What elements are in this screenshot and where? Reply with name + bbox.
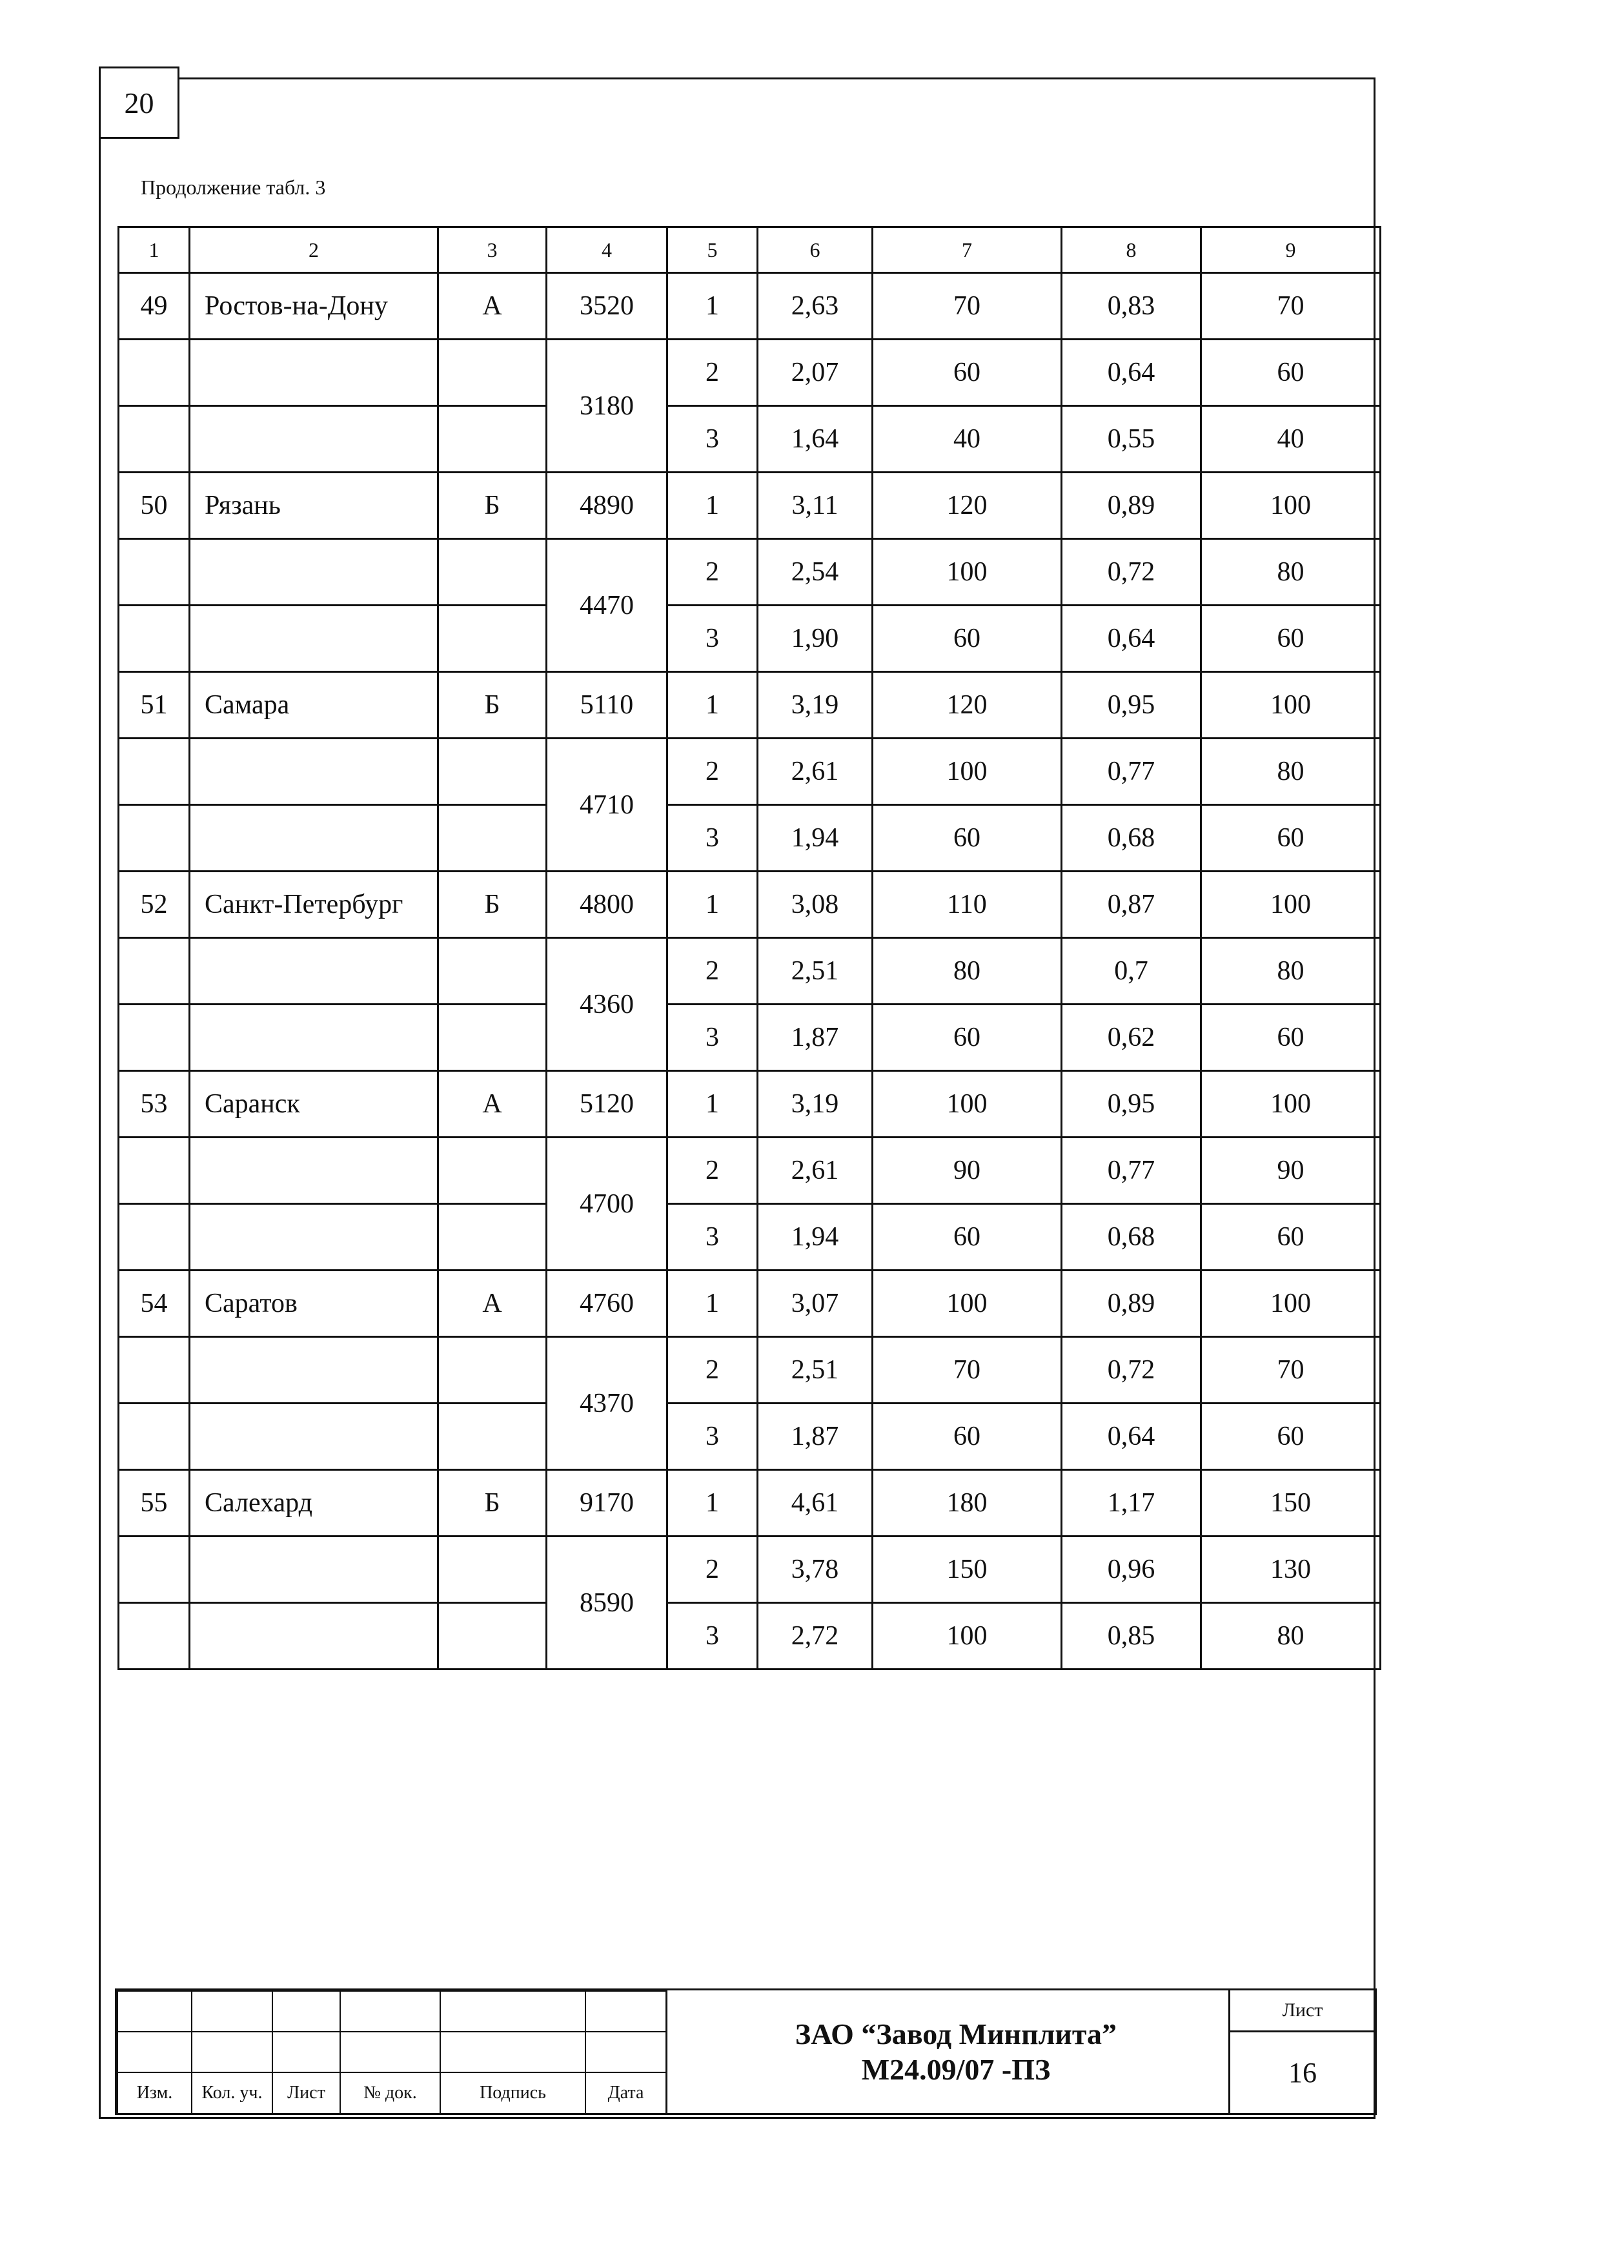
data-cell: 0,89 bbox=[1062, 1271, 1201, 1337]
city-name: Саратов bbox=[190, 1271, 438, 1337]
data-cell: 2,61 bbox=[758, 1138, 873, 1204]
data-cell: 70 bbox=[1201, 1337, 1381, 1404]
table-row bbox=[119, 672, 1381, 739]
data-cell: 2,63 bbox=[758, 273, 873, 340]
empty-cell bbox=[438, 1337, 547, 1404]
data-cell: 60 bbox=[1201, 805, 1381, 872]
data-cell: 70 bbox=[1201, 273, 1381, 340]
data-cell: 110 bbox=[873, 872, 1062, 938]
value-secondary: 4710 bbox=[547, 739, 667, 872]
data-cell: 2,72 bbox=[758, 1603, 873, 1670]
empty-cell bbox=[119, 1404, 190, 1470]
table-row bbox=[119, 739, 1381, 805]
table-row bbox=[119, 273, 1381, 340]
data-cell: 150 bbox=[873, 1537, 1062, 1603]
data-cell: 0,68 bbox=[1062, 1204, 1201, 1271]
data-cell: 180 bbox=[873, 1470, 1062, 1537]
table-row bbox=[119, 473, 1381, 539]
empty-cell bbox=[190, 1204, 438, 1271]
data-cell: 4,61 bbox=[758, 1470, 873, 1537]
data-cell: 80 bbox=[1201, 739, 1381, 805]
data-cell: 2,51 bbox=[758, 938, 873, 1005]
stamp-label: Кол. уч. bbox=[192, 2072, 272, 2114]
empty-cell bbox=[190, 539, 438, 606]
empty-cell bbox=[190, 406, 438, 473]
table-row bbox=[119, 340, 1381, 406]
value-primary: 4760 bbox=[547, 1271, 667, 1337]
empty-cell bbox=[190, 1005, 438, 1071]
value-secondary: 4470 bbox=[547, 539, 667, 672]
empty-cell bbox=[438, 1404, 547, 1470]
empty-cell bbox=[190, 1537, 438, 1603]
header-cell: 2 bbox=[190, 227, 438, 273]
data-cell: 60 bbox=[1201, 340, 1381, 406]
data-cell: 0,83 bbox=[1062, 273, 1201, 340]
empty-cell bbox=[119, 1537, 190, 1603]
row-number: 52 bbox=[119, 872, 190, 938]
table-row bbox=[119, 1404, 1381, 1470]
data-cell: 100 bbox=[873, 1271, 1062, 1337]
document-title bbox=[678, 1990, 1233, 2113]
data-cell: 120 bbox=[873, 473, 1062, 539]
row-number: 51 bbox=[119, 672, 190, 739]
data-cell: 60 bbox=[873, 1404, 1062, 1470]
data-cell: 90 bbox=[873, 1138, 1062, 1204]
data-cell: 100 bbox=[1201, 1071, 1381, 1138]
data-cell: 1 bbox=[667, 1470, 758, 1537]
empty-cell bbox=[438, 1603, 547, 1670]
city-name: Самара bbox=[190, 672, 438, 739]
empty-cell bbox=[190, 938, 438, 1005]
header-cell: 8 bbox=[1062, 227, 1201, 273]
empty-cell bbox=[119, 539, 190, 606]
empty-cell bbox=[438, 805, 547, 872]
data-cell: 0,64 bbox=[1062, 606, 1201, 672]
empty-cell bbox=[438, 739, 547, 805]
value-primary: 3520 bbox=[547, 273, 667, 340]
data-cell: 2,54 bbox=[758, 539, 873, 606]
header-cell: 4 bbox=[547, 227, 667, 273]
header-cell: 7 bbox=[873, 227, 1062, 273]
empty-cell bbox=[119, 406, 190, 473]
data-cell: 1,87 bbox=[758, 1404, 873, 1470]
data-cell: 60 bbox=[1201, 1005, 1381, 1071]
data-cell: 1,90 bbox=[758, 606, 873, 672]
sheet-number: 16 bbox=[1288, 2056, 1317, 2089]
data-cell: 60 bbox=[873, 1204, 1062, 1271]
data-cell: 3,11 bbox=[758, 473, 873, 539]
data-cell: 1 bbox=[667, 672, 758, 739]
empty-cell bbox=[190, 606, 438, 672]
empty-cell bbox=[438, 1537, 547, 1603]
empty-cell bbox=[119, 1603, 190, 1670]
company-name: ЗАО “Завод Минплита” bbox=[795, 2017, 1117, 2050]
data-cell: 100 bbox=[1201, 1271, 1381, 1337]
empty-cell bbox=[119, 1337, 190, 1404]
data-cell: 3 bbox=[667, 406, 758, 473]
sheet-label: Лист bbox=[1230, 1990, 1375, 2032]
data-cell: 0,77 bbox=[1062, 739, 1201, 805]
data-cell: 1,94 bbox=[758, 805, 873, 872]
data-cell: 2 bbox=[667, 938, 758, 1005]
city-name: Салехард bbox=[190, 1470, 438, 1537]
data-cell: 2 bbox=[667, 340, 758, 406]
empty-cell bbox=[438, 340, 547, 406]
data-cell: 2 bbox=[667, 1138, 758, 1204]
row-number: 53 bbox=[119, 1071, 190, 1138]
empty-cell bbox=[438, 1005, 547, 1071]
table-row bbox=[119, 1603, 1381, 1670]
data-cell: 1,94 bbox=[758, 1204, 873, 1271]
data-cell: 0,87 bbox=[1062, 872, 1201, 938]
table-row bbox=[119, 406, 1381, 473]
header-cell: 9 bbox=[1201, 227, 1381, 273]
empty-cell bbox=[190, 1337, 438, 1404]
data-cell: 80 bbox=[1201, 539, 1381, 606]
data-cell: 1,64 bbox=[758, 406, 873, 473]
data-cell: 90 bbox=[1201, 1138, 1381, 1204]
data-cell: 0,72 bbox=[1062, 1337, 1201, 1404]
empty-cell bbox=[119, 739, 190, 805]
stamp-label: Подпись bbox=[440, 2072, 585, 2114]
data-cell: 3 bbox=[667, 1204, 758, 1271]
table-row bbox=[119, 1337, 1381, 1404]
data-cell: 0,89 bbox=[1062, 473, 1201, 539]
data-cell: 3 bbox=[667, 1005, 758, 1071]
title-block bbox=[115, 1988, 1377, 2115]
city-name: Рязань bbox=[190, 473, 438, 539]
data-cell: 3,78 bbox=[758, 1537, 873, 1603]
city-name: Саранск bbox=[190, 1071, 438, 1138]
data-cell: 100 bbox=[1201, 473, 1381, 539]
table-row bbox=[119, 1204, 1381, 1271]
data-cell: 0,95 bbox=[1062, 672, 1201, 739]
value-secondary: 4360 bbox=[547, 938, 667, 1071]
row-number: 55 bbox=[119, 1470, 190, 1537]
row-number: 50 bbox=[119, 473, 190, 539]
category: Б bbox=[438, 872, 547, 938]
category: А bbox=[438, 273, 547, 340]
data-cell: 100 bbox=[873, 1603, 1062, 1670]
data-cell: 1 bbox=[667, 1071, 758, 1138]
data-cell: 60 bbox=[1201, 606, 1381, 672]
data-cell: 70 bbox=[873, 1337, 1062, 1404]
table-caption: Продолжение табл. 3 bbox=[141, 176, 326, 199]
empty-cell bbox=[190, 805, 438, 872]
empty-cell bbox=[119, 1204, 190, 1271]
header-cell: 3 bbox=[438, 227, 547, 273]
data-cell: 0,64 bbox=[1062, 340, 1201, 406]
data-cell: 60 bbox=[1201, 1204, 1381, 1271]
data-cell: 2 bbox=[667, 539, 758, 606]
data-cell: 2 bbox=[667, 739, 758, 805]
data-cell: 100 bbox=[1201, 872, 1381, 938]
data-cell: 100 bbox=[873, 1071, 1062, 1138]
category: Б bbox=[438, 672, 547, 739]
data-cell: 3,07 bbox=[758, 1271, 873, 1337]
data-cell: 100 bbox=[873, 739, 1062, 805]
data-cell: 80 bbox=[873, 938, 1062, 1005]
data-cell: 0,7 bbox=[1062, 938, 1201, 1005]
empty-cell bbox=[438, 938, 547, 1005]
data-cell: 80 bbox=[1201, 1603, 1381, 1670]
data-cell: 0,96 bbox=[1062, 1537, 1201, 1603]
data-cell: 60 bbox=[873, 606, 1062, 672]
table-row bbox=[119, 1271, 1381, 1337]
data-cell: 3,19 bbox=[758, 1071, 873, 1138]
data-cell: 0,55 bbox=[1062, 406, 1201, 473]
data-cell: 100 bbox=[1201, 672, 1381, 739]
data-cell: 70 bbox=[873, 273, 1062, 340]
city-name: Ростов-на-Дону bbox=[190, 273, 438, 340]
empty-cell bbox=[119, 938, 190, 1005]
data-cell: 0,64 bbox=[1062, 1404, 1201, 1470]
stamp-label: Лист bbox=[272, 2072, 340, 2114]
data-cell: 150 bbox=[1201, 1470, 1381, 1537]
table-row bbox=[119, 805, 1381, 872]
city-name: Санкт-Петербург bbox=[190, 872, 438, 938]
data-cell: 0,77 bbox=[1062, 1138, 1201, 1204]
header-row bbox=[119, 227, 1381, 273]
page-number-tab: 20 bbox=[99, 66, 179, 139]
data-cell: 1 bbox=[667, 273, 758, 340]
data-cell: 3 bbox=[667, 805, 758, 872]
category: Б bbox=[438, 1470, 547, 1537]
value-secondary: 8590 bbox=[547, 1537, 667, 1670]
row-number: 54 bbox=[119, 1271, 190, 1337]
row-number: 49 bbox=[119, 273, 190, 340]
table-row bbox=[119, 938, 1381, 1005]
category: А bbox=[438, 1071, 547, 1138]
data-cell: 0,85 bbox=[1062, 1603, 1201, 1670]
data-cell: 3 bbox=[667, 1404, 758, 1470]
empty-cell bbox=[190, 340, 438, 406]
data-cell: 80 bbox=[1201, 938, 1381, 1005]
empty-cell bbox=[438, 1138, 547, 1204]
header-cell: 1 bbox=[119, 227, 190, 273]
header-cell: 6 bbox=[758, 227, 873, 273]
empty-cell bbox=[438, 606, 547, 672]
empty-cell bbox=[119, 1138, 190, 1204]
value-secondary: 4700 bbox=[547, 1138, 667, 1271]
empty-cell bbox=[438, 1204, 547, 1271]
value-secondary: 4370 bbox=[547, 1337, 667, 1470]
empty-cell bbox=[119, 805, 190, 872]
table-row bbox=[119, 872, 1381, 938]
data-table bbox=[117, 226, 1381, 1670]
data-cell: 3,19 bbox=[758, 672, 873, 739]
document-code: М24.09/07 -ПЗ bbox=[861, 2053, 1051, 2086]
data-cell: 2 bbox=[667, 1537, 758, 1603]
data-cell: 3 bbox=[667, 606, 758, 672]
value-primary: 4800 bbox=[547, 872, 667, 938]
table-row bbox=[119, 606, 1381, 672]
value-primary: 5110 bbox=[547, 672, 667, 739]
sheet-box bbox=[1228, 1990, 1375, 2113]
data-cell: 0,62 bbox=[1062, 1005, 1201, 1071]
data-cell: 130 bbox=[1201, 1537, 1381, 1603]
category: А bbox=[438, 1271, 547, 1337]
stamp-label: № док. bbox=[340, 2072, 440, 2114]
value-primary: 9170 bbox=[547, 1470, 667, 1537]
data-cell: 1,87 bbox=[758, 1005, 873, 1071]
empty-cell bbox=[119, 606, 190, 672]
value-primary: 4890 bbox=[547, 473, 667, 539]
data-cell: 3,08 bbox=[758, 872, 873, 938]
revision-grid bbox=[117, 1990, 667, 2114]
data-cell: 1 bbox=[667, 872, 758, 938]
table-row bbox=[119, 1071, 1381, 1138]
header-cell: 5 bbox=[667, 227, 758, 273]
data-cell: 2,51 bbox=[758, 1337, 873, 1404]
data-cell: 40 bbox=[873, 406, 1062, 473]
stamp-label: Изм. bbox=[117, 2072, 192, 2114]
table-row bbox=[119, 1005, 1381, 1071]
empty-cell bbox=[190, 1138, 438, 1204]
table-row bbox=[119, 1470, 1381, 1537]
data-cell: 0,95 bbox=[1062, 1071, 1201, 1138]
empty-cell bbox=[190, 739, 438, 805]
empty-cell bbox=[119, 340, 190, 406]
data-cell: 60 bbox=[873, 340, 1062, 406]
data-cell: 3 bbox=[667, 1603, 758, 1670]
data-cell: 2,61 bbox=[758, 739, 873, 805]
value-secondary: 3180 bbox=[547, 340, 667, 473]
data-cell: 60 bbox=[1201, 1404, 1381, 1470]
data-cell: 0,72 bbox=[1062, 539, 1201, 606]
empty-cell bbox=[190, 1404, 438, 1470]
data-cell: 1,17 bbox=[1062, 1470, 1201, 1537]
stamp-label: Дата bbox=[585, 2072, 666, 2114]
data-cell: 2,07 bbox=[758, 340, 873, 406]
table-row bbox=[119, 539, 1381, 606]
data-cell: 60 bbox=[873, 805, 1062, 872]
data-cell: 0,68 bbox=[1062, 805, 1201, 872]
category: Б bbox=[438, 473, 547, 539]
value-primary: 5120 bbox=[547, 1071, 667, 1138]
data-cell: 2 bbox=[667, 1337, 758, 1404]
data-cell: 40 bbox=[1201, 406, 1381, 473]
table-row bbox=[119, 1537, 1381, 1603]
empty-cell bbox=[190, 1603, 438, 1670]
empty-cell bbox=[119, 1005, 190, 1071]
data-cell: 1 bbox=[667, 473, 758, 539]
data-cell: 60 bbox=[873, 1005, 1062, 1071]
empty-cell bbox=[438, 539, 547, 606]
data-cell: 1 bbox=[667, 1271, 758, 1337]
empty-cell bbox=[438, 406, 547, 473]
data-cell: 100 bbox=[873, 539, 1062, 606]
table-row bbox=[119, 1138, 1381, 1204]
data-cell: 120 bbox=[873, 672, 1062, 739]
